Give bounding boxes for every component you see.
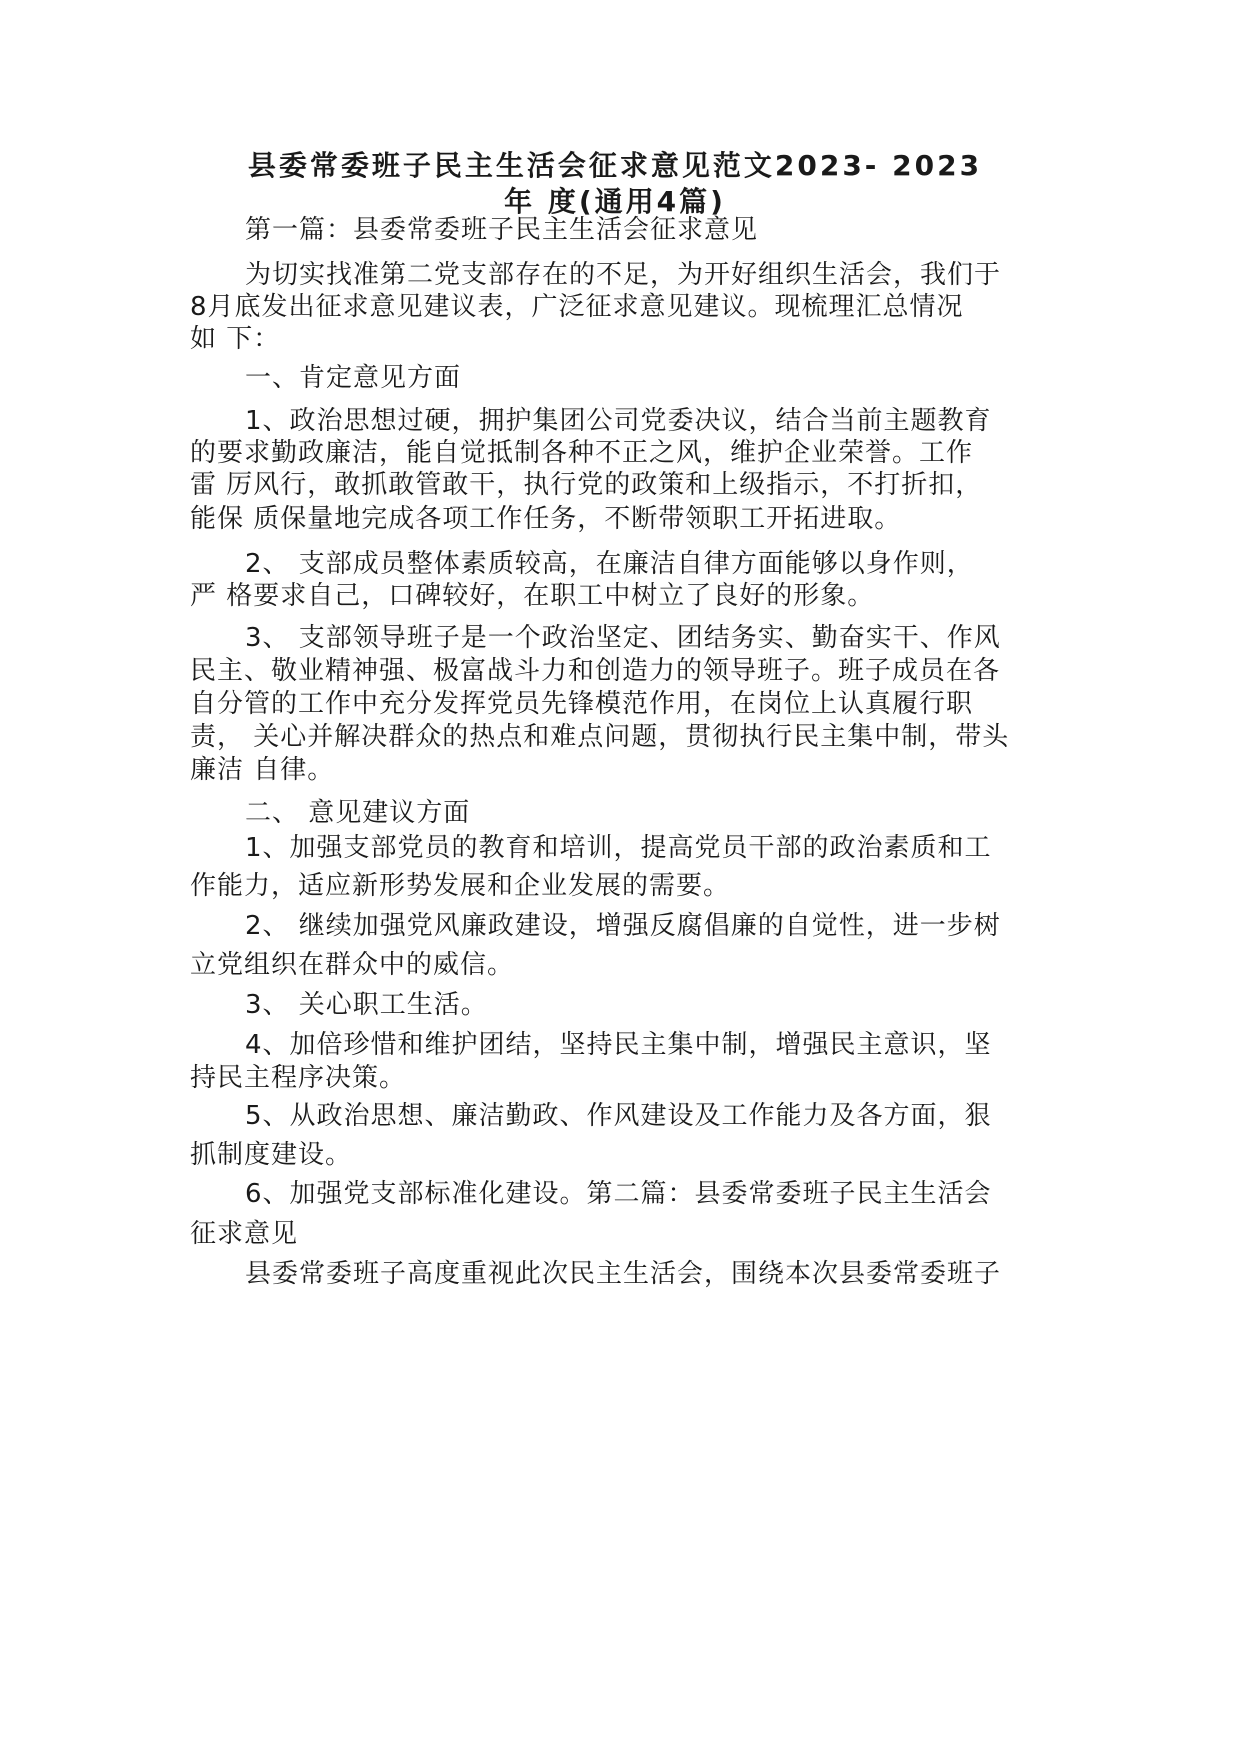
paragraph-line: 县委常委班子高度重视此次民主生活会，围绕本次县委常委班子 [245,1259,1002,1289]
paragraph-line: 民主、敬业精神强、极富战斗力和创造力的领导班子。班子成员在各 [190,656,1001,686]
paragraph-line: 征求意见 [190,1219,299,1249]
paragraph-line: 2、 支部成员整体素质较高，在廉洁自律方面能够以身作则， [245,549,974,579]
section-heading-positive-opinions: 一、肯定意见方面 [245,363,462,393]
document-title-line-1: 县委常委班子民主生活会征求意见范文2023- 2023 [247,149,983,182]
paragraph-line: 3、 支部领导班子是一个政治坚定、团结务实、勤奋实干、作风 [245,623,1001,653]
paragraph-line: 的要求勤政廉洁，能自觉抵制各种不正之风，维护企业荣誉。工作 [190,438,974,468]
section-heading-first-article: 第一篇：县委常委班子民主生活会征求意见 [245,215,759,245]
paragraph-line: 自分管的工作中充分发挥党员先锋模范作用，在岗位上认真履行职 [190,689,974,719]
paragraph-line: 6、加强党支部标准化建设。第二篇：县委常委班子民主生活会 [245,1179,992,1209]
paragraph-line: 如 下： [190,324,281,354]
paragraph-line: 持民主程序决策。 [190,1063,407,1093]
paragraph-line: 8月底发出征求意见建议表，广泛征求意见建议。现梳理汇总情况 [190,292,964,322]
paragraph-line: 立党组织在群众中的威信。 [190,950,515,980]
paragraph-line: 为切实找准第二党支部存在的不足，为开好组织生活会，我们于 [245,260,1002,290]
paragraph-line: 4、加倍珍惜和维护团结，坚持民主集中制，增强民主意识，坚 [245,1030,992,1060]
paragraph-line: 能保 质保量地完成各项工作任务，不断带领职工开拓进取。 [190,504,902,534]
paragraph-line: 责， 关心并解决群众的热点和难点问题，贯彻执行民主集中制，带头 [190,722,1010,752]
paragraph-line: 1、加强支部党员的教育和培训，提高党员干部的政治素质和工 [245,833,992,863]
paragraph-line: 抓制度建设。 [190,1140,353,1170]
section-heading-suggestions: 二、 意见建议方面 [245,798,471,828]
paragraph-line: 严 格要求自己，口碑较好，在职工中树立了良好的形象。 [190,581,875,611]
paragraph-line: 作能力，适应新形势发展和企业发展的需要。 [190,871,731,901]
paragraph-line: 1、政治思想过硬，拥护集团公司党委决议，结合当前主题教育 [245,406,992,436]
paragraph-line: 2、 继续加强党风廉政建设，增强反腐倡廉的自觉性，进一步树 [245,911,1001,941]
document-title-line-2: 年 度(通用4篇) [504,185,726,218]
paragraph-line: 5、从政治思想、廉洁勤政、作风建设及工作能力及各方面，狠 [245,1101,992,1131]
paragraph-line: 3、 关心职工生活。 [245,990,488,1020]
paragraph-line: 雷 厉风行，敢抓敢管敢干，执行党的政策和上级指示，不打折扣， [190,470,983,500]
paragraph-line: 廉洁 自律。 [190,755,335,785]
